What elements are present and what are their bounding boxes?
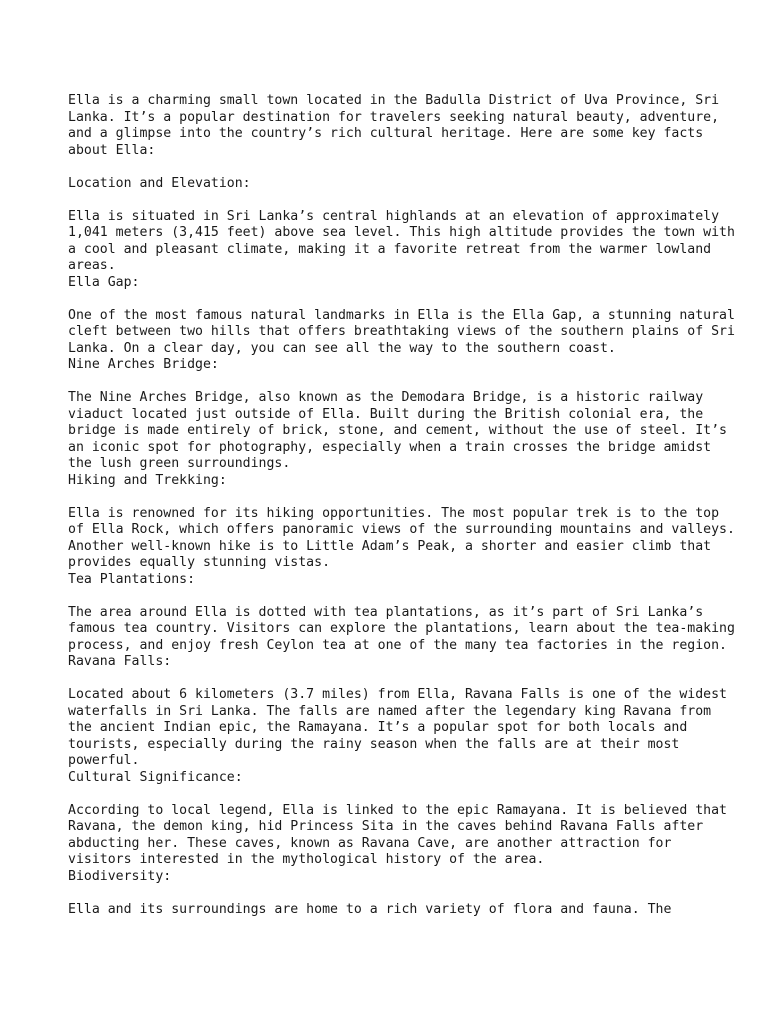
text-line: a cool and pleasant climate, making it a favorite retreat from the warmer lowland — [68, 241, 712, 257]
blank-line — [68, 374, 708, 391]
text-line: about Ella: — [68, 142, 156, 158]
text-line: Lanka. On a clear day, you can see all the way to the southern coast. — [68, 340, 616, 356]
text-line: waterfalls in Sri Lanka. The falls are named after the legendary king Ravana from — [68, 703, 712, 719]
blank-line — [68, 786, 708, 803]
text-line: viaduct located just outside of Ella. Built during the British colonial era, the — [68, 406, 704, 422]
text-line: Ravana, the demon king, hid Princess Sita in the caves behind Ravana Falls after — [68, 819, 704, 834]
text-line: the ancient Indian epic, the Ramayana. It’s a popular spot for both locals and — [68, 720, 688, 735]
section-heading: Cultural Significance: — [68, 769, 243, 785]
text-line: Lanka. It’s a popular destination for travelers seeking natural beauty, adventure, — [68, 109, 720, 125]
blank-line — [68, 192, 708, 209]
text-line: famous tea country. Visitors can explore the plantations, learn about the tea-making — [68, 621, 735, 636]
text-line: process, and enjoy fresh Ceylon tea at one of the many tea factories in the region. — [68, 637, 727, 653]
blank-line — [68, 885, 708, 902]
section-heading: Ella Gap: — [68, 274, 140, 290]
blank-line — [68, 489, 708, 506]
text-line: cleft between two hills that offers breathtaking views of the southern plains of Sri — [68, 324, 735, 339]
document-body — [68, 93, 735, 918]
text-line: Located about 6 kilometers (3.7 miles) from Ella, Ravana Falls is one of the widest — [68, 687, 727, 702]
section-heading: Hiking and Trekking: — [68, 472, 227, 488]
text-line: tourists, especially during the rainy season when the falls are at their most — [68, 736, 680, 752]
text-line: The Nine Arches Bridge, also known as the Demodara Bridge, is a historic railway — [68, 390, 704, 405]
section-paragraph — [68, 902, 708, 919]
text-line: visitors interested in the mythological history of the area. — [68, 852, 545, 867]
text-line: Ella is situated in Sri Lanka’s central highlands at an elevation of approximately — [68, 208, 720, 224]
section-paragraph — [68, 208, 735, 275]
section-paragraph — [68, 802, 727, 869]
section-heading: Biodiversity: — [68, 868, 172, 884]
text-line: abducting her. These caves, known as Ravana Cave, are another attraction for — [68, 835, 672, 851]
blank-line — [68, 159, 708, 176]
blank-line — [68, 291, 708, 308]
section-heading: Tea Plantations: — [68, 571, 196, 587]
blank-line — [68, 671, 708, 688]
text-line: One of the most famous natural landmarks in Ella is the Ella Gap, a stunning natural — [68, 307, 735, 323]
text-line: of Ella Rock, which offers panoramic views of the surrounding mountains and valleys. — [68, 522, 735, 537]
text-line: bridge is made entirely of brick, stone, and cement, without the use of steel. It’s — [68, 423, 727, 438]
text-line: and a glimpse into the country’s rich cultural heritage. Here are some key facts — [68, 126, 704, 141]
text-line: 1,041 meters (3,415 feet) above sea level. This high altitude provides the town with — [68, 225, 735, 240]
text-line: Ella is a charming small town located in the Badulla District of Uva Province, Sri — [68, 93, 720, 108]
text-line: provides equally stunning vistas. — [68, 555, 331, 570]
section-paragraph — [68, 687, 727, 770]
text-line: Ella is renowned for its hiking opportunities. The most popular trek is to the top — [68, 505, 720, 521]
section-heading: Ravana Falls: — [68, 654, 172, 669]
text-line: The area around Ella is dotted with tea plantations, as it’s part of Sri Lanka’s — [68, 604, 704, 620]
section-paragraph — [68, 604, 735, 655]
blank-line — [68, 588, 708, 605]
section-paragraph — [68, 505, 735, 572]
text-line: an iconic spot for photography, especially when a train crosses the bridge amidst — [68, 439, 712, 455]
section-heading: Nine Arches Bridge: — [68, 357, 219, 372]
text-line: areas. — [68, 258, 116, 273]
text-line: powerful. — [68, 753, 140, 768]
text-line: Another well-known hike is to Little Adam’s Peak, a shorter and easier climb that — [68, 538, 712, 554]
text-line: According to local legend, Ella is linked to the epic Ramayana. It is believed that — [68, 802, 727, 818]
text-line: Ella and its surroundings are home to a rich variety of flora and fauna. The — [68, 901, 672, 917]
section-heading: Location and Elevation: — [68, 175, 251, 191]
intro-paragraph — [68, 93, 720, 159]
text-line: the lush green surroundings. — [68, 456, 291, 471]
section-paragraph — [68, 307, 735, 358]
section-paragraph — [68, 390, 727, 473]
